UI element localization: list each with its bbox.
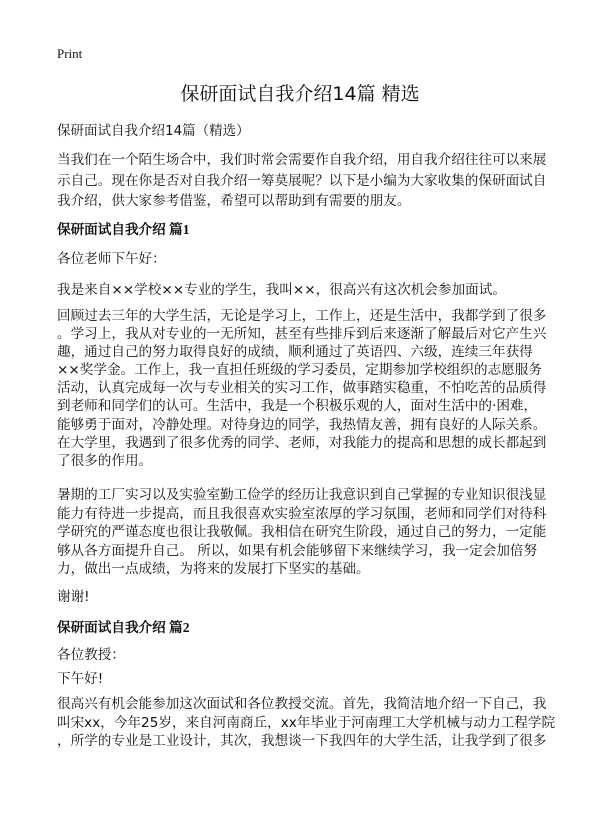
line: 当我们在一个陌生场合中，我们时常会需要作自我介绍，用自我介绍往往可以来展 [57, 152, 547, 168]
line: 活动，认真完成每一次与专业相关的实习工作，做事踏实稳重，不怕吃苦的品质得 [57, 380, 547, 397]
intro-paragraph [57, 150, 546, 212]
line: 学研究的严谨态度也很让我敬佩。我相信在研究生阶段，通过自己的努力，一定能 [57, 524, 547, 540]
line: 能力有待进一步提高，而且我很喜欢实验室浓厚的学习氛围，老师和同学们对待科 [57, 505, 547, 522]
line: 到老师和同学们的认可。生活中，我是一个积极乐观的人，面对生活中的·困难， [57, 398, 538, 415]
line: 叫宋xx，今年25岁，来自河南商丘，xx年毕业于河南理工大学机械与动力工程学院 [57, 714, 556, 731]
line: 示自己。现在你是否对自我介绍一筹莫展呢？以下是小编为大家收集的保研面试自 [57, 172, 547, 189]
line: 趣，通过自己的努力取得良好的成绩，顺利通过了英语四、六级，连续三年获得 [57, 344, 533, 361]
subtitle: 保研面试自我介绍14篇（精选） [57, 123, 250, 139]
line: 暑期的工厂实习以及实验室勤工俭学的经历让我意识到自己掌握的专业知识很浅显 [57, 487, 547, 503]
thanks: 谢谢! [57, 589, 90, 605]
line: ××奖学金。工作上，我一直担任班级的学习委员，定期参加学校组织的志愿服务 [57, 362, 542, 379]
section-heading: 保研面试自我介绍 篇1 [57, 222, 190, 237]
line: 够从各方面提升自己。 所以，如果有机会能够留下来继续学习，我一定会加倍努 [57, 542, 538, 559]
line: 在大学里，我遇到了很多优秀的同学、老师，对我能力的提高和思想的成长都起到 [57, 434, 547, 451]
line: 了很多的作用。 [57, 452, 153, 469]
page-title: 保研面试自我介绍14篇 精选 [180, 83, 420, 105]
line: 很高兴有机会能参加这次面试和各位教授交流。首先，我简洁地介绍一下自己，我 [57, 696, 547, 712]
paragraph: 我是来自××学校××专业的学生，我叫××，很高兴有这次机会参加面试。 [57, 282, 506, 298]
line: ，所学的专业是工业设计，其次，我想谈一下我四年的大学生活，让我学到了很多 [57, 733, 547, 749]
paragraph [57, 486, 546, 579]
greeting: 下午好! [57, 671, 104, 687]
section-heading: 保研面试自我介绍 篇2 [57, 620, 190, 635]
greeting: 各位老师下午好： [57, 251, 166, 267]
line: 力，做出一点成绩，为将来的发展打下坚实的基础。 [57, 561, 370, 577]
paragraph [57, 695, 555, 751]
line: 。学习上，我从对专业的一无所知，甚至有些排斥到后来逐渐了解最后对它产生兴 [57, 326, 547, 343]
line: 回顾过去三年的大学生活，无论是学习上，工作上，还是生活中，我都学到了很多 [57, 308, 547, 324]
greeting: 各位教授： [57, 647, 125, 663]
line: 能够勇于面对，冷静处理。对待身边的同学，我热情友善，拥有良好的人际关系。 [57, 416, 547, 433]
print-link[interactable]: Print [57, 46, 83, 61]
line: 我介绍，供大家参考借鉴，希望可以帮助到有需要的朋友。 [57, 193, 411, 209]
paragraph [57, 307, 546, 470]
